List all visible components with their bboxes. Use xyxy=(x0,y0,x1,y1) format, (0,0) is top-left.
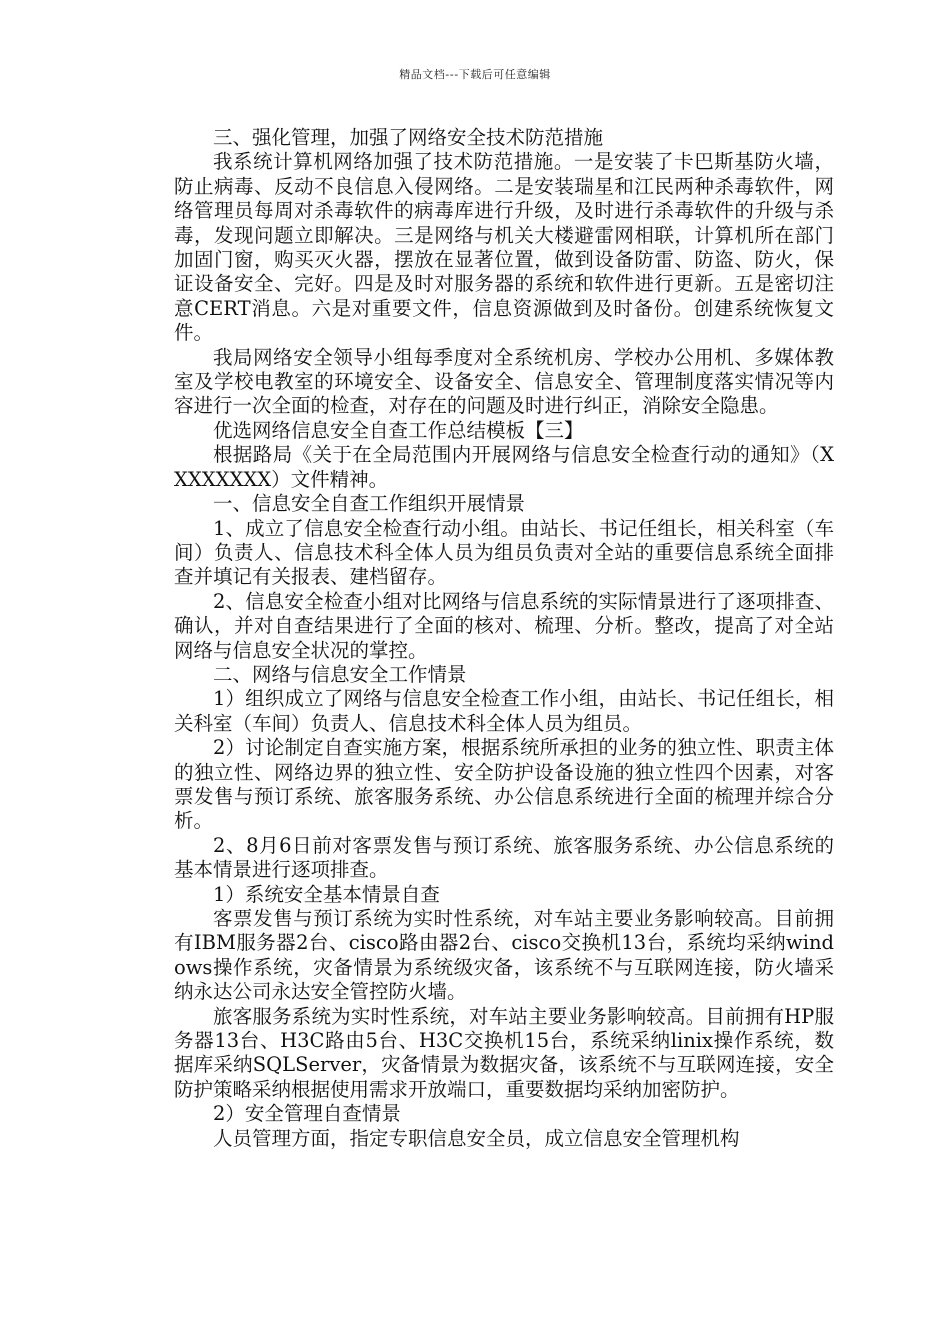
section-heading-1: 一、信息安全自查工作组织开展情景 xyxy=(213,492,526,516)
page-header: 精品文档---下载后可任意编辑 xyxy=(399,68,551,81)
paragraph-subitem-1: 1）组织成立了网络与信息安全检查工作小组，由站长、书记任组长，相关科室（车间）负责人、信息技术科全体人员为组员。 xyxy=(174,687,834,735)
section-heading-3: 三、强化管理，加强了网络安全技术防范措施 xyxy=(213,126,604,149)
document-body xyxy=(174,126,834,1151)
paragraph-personnel-management: 人员管理方面，指定专职信息安全员，成立信息安全管理机构 xyxy=(213,1126,740,1150)
template-title: 优选网络信息安全自查工作总结模板【三】 xyxy=(213,418,584,442)
subheading-security-management: 2）安全管理自查情景 xyxy=(213,1102,401,1126)
paragraph-item-aug6: 2、8月6日前对客票发售与预订系统、旅客服务系统、办公信息系统的基本情景进行逐项排查。 xyxy=(174,833,834,882)
paragraph-item-2: 2、信息安全检查小组对比网络与信息系统的实际情景进行了逐项排查、确认，并对自查结果进行了全面的核对、梳理、分析。整改，提高了对全站网络与信息安全状况的掌控。 xyxy=(174,589,834,662)
section-heading-2: 二、网络与信息安全工作情景 xyxy=(213,662,467,686)
paragraph-tech-measures: 我系统计算机网络加强了技术防范措施。一是安装了卡巴斯基防火墙，防止病毒、反动不良信息入侵网络。二是安装瑞星和江民两种杀毒软件，网络管理员每周对杀毒软件的病毒库进行升级，及时进行杀毒软件的升级与杀毒，发现问题立即解决。三是网络与机关大楼避雷网相联，计算机所在部门加固门窗，购买灭火器，摆放在显著位置，做到设备防雷、防盗、防火，保证设备安全、完好。四是及时对服务器的系统和软件进行更新。五是密切注意CERT消息。六是对重要文件，信息资源做到及时备份。创建系统恢复文件。 xyxy=(174,150,834,345)
subheading-system-security: 1）系统安全基本情景自查 xyxy=(213,882,440,906)
paragraph-passenger-service: 旅客服务系统为实时性系统，对车站主要业务影响较高。目前拥有HP服务器13台、H3C路由5台、H3C交换机15台，系统采纳linix操作系统，数据库采纳SQLServer，灾备情景为数据灾备，该系统不与互联网连接，安全防护策略采纳根据使用需求开放端口，重要数据均采纳加密防护。 xyxy=(174,1004,834,1101)
paragraph-subitem-2: 2）讨论制定自查实施方案，根据系统所承担的业务的独立性、职责主体的独立性、网络边界的独立性、安全防护设备设施的独立性四个因素，对客票发售与预订系统、旅客服务系统、办公信息系统进行全面的梳理并综合分析。 xyxy=(174,736,834,833)
paragraph-quarterly-inspection: 我局网络安全领导小组每季度对全系统机房、学校办公用机、多媒体教室及学校电教室的环境安全、设备安全、信息安全、管理制度落实情况等内容进行一次全面的检查，对存在的问题及时进行纠正，消除安全隐患。 xyxy=(174,345,834,418)
paragraph-notice-reference: 根据路局《关于在全局范围内开展网络与信息安全检查行动的通知》（XXXXXXXX）文件精神。 xyxy=(174,443,834,491)
paragraph-ticketing-system: 客票发售与预订系统为实时性系统，对车站主要业务影响较高。目前拥有IBM服务器2台、cisco路由器2台、cisco交换机13台，系统均采纳windows操作系统，灾备情景为系统级灾备，该系统不与互联网连接，防火墙采纳永达公司永达安全管控防火墙。 xyxy=(174,907,834,1004)
paragraph-item-1: 1、成立了信息安全检查行动小组。由站长、书记任组长，相关科室（车间）负责人、信息技术科全体人员为组员负责对全站的重要信息系统全面排查并填记有关报表、建档留存。 xyxy=(174,516,834,589)
